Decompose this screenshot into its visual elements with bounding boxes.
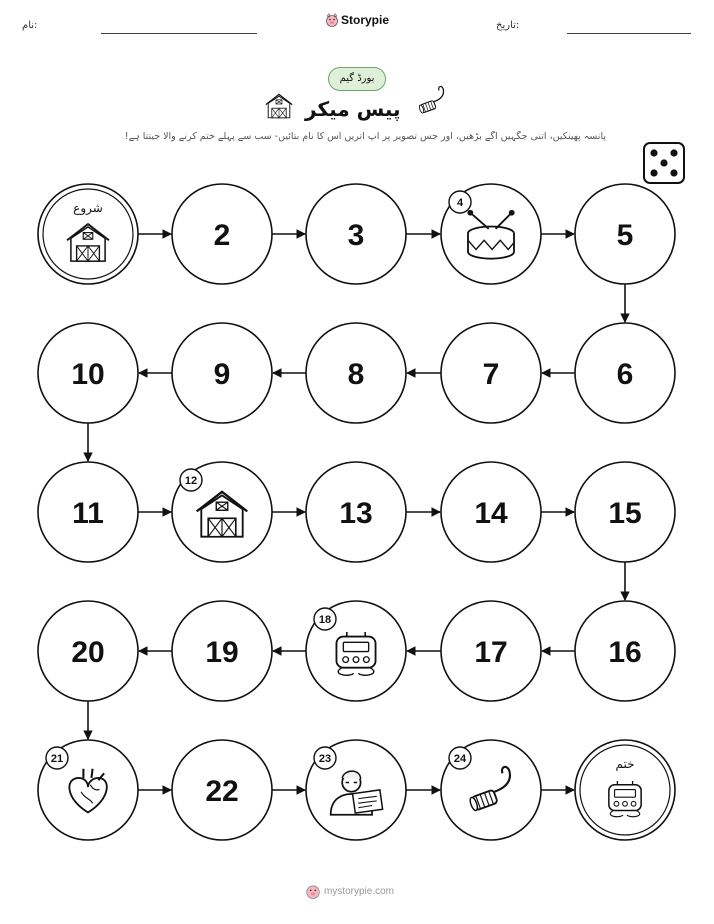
space-number: 13 [339,497,373,530]
board-space-6[interactable] [575,323,675,423]
board-space-25[interactable] [575,740,675,840]
board-space-2[interactable] [172,184,272,284]
space-number: 24 [453,753,467,765]
board-space-20[interactable] [38,601,138,701]
space-number: 9 [213,358,231,391]
space-number: 6 [616,358,634,391]
board-space-4[interactable] [441,184,541,284]
space-number: 15 [608,497,642,530]
space-number: 4 [456,197,464,209]
name-label: نام: [22,20,38,31]
board-space-19[interactable] [172,601,272,701]
dice-five-icon [644,143,684,183]
board-space-10[interactable] [38,323,138,423]
space-number: 2 [213,219,231,252]
board-space-9[interactable] [172,323,272,423]
instructions: پانسہ پھینکیں، اتنی جگہیں آگے بڑھیں، اور جس تصویر پر آپ اتریں اس کا نام بتائیں- سب سے پہلے ختم کرنے والا جیتتا ہے! [124,131,606,142]
space-number: 7 [482,358,500,391]
pig-logo-icon [306,883,320,899]
space-number: 8 [347,358,365,391]
board-space-17[interactable] [441,601,541,701]
board-space-14[interactable] [441,462,541,562]
board-space-18[interactable] [306,601,406,701]
space-number: 22 [205,775,239,808]
footer-link[interactable] [306,883,394,899]
board-space-5[interactable] [575,184,675,284]
board-space-13[interactable] [306,462,406,562]
board-space-24[interactable] [441,740,541,840]
space-number: 10 [71,358,105,391]
space-number: 21 [50,753,64,765]
board-space-22[interactable] [172,740,272,840]
finish-label: ختم [615,757,635,771]
board-spaces [38,184,675,840]
space-number: 23 [318,753,332,765]
board-space-16[interactable] [575,601,675,701]
footer-url: mystorypie.com [324,885,395,897]
space-number: 19 [205,636,239,669]
board-space-1[interactable] [38,184,138,284]
board-space-15[interactable] [575,462,675,562]
space-number: 16 [608,636,642,669]
board-space-3[interactable] [306,184,406,284]
start-label: شروع [73,201,103,215]
space-number: 14 [474,497,508,530]
board-space-23[interactable] [306,740,406,840]
space-number: 18 [318,614,332,626]
board-space-11[interactable] [38,462,138,562]
board-space-12[interactable] [172,462,272,562]
date-label: تاریخ: [496,20,520,31]
space-number: 20 [71,636,105,669]
brand-name: Storypie [341,13,390,27]
space-number: 11 [72,497,104,530]
pacemaker-lead-icon [418,86,443,113]
category-badge: بورڈ گیم [328,67,386,91]
board-space-8[interactable] [306,323,406,423]
barn-icon [266,94,292,117]
board-space-21[interactable] [38,740,138,840]
space-number: 3 [347,219,365,252]
space-number: 12 [184,475,198,487]
board-space-7[interactable] [441,323,541,423]
space-number: 17 [474,636,508,669]
space-number: 5 [616,219,634,252]
page-title: پیس میکر [305,97,401,121]
